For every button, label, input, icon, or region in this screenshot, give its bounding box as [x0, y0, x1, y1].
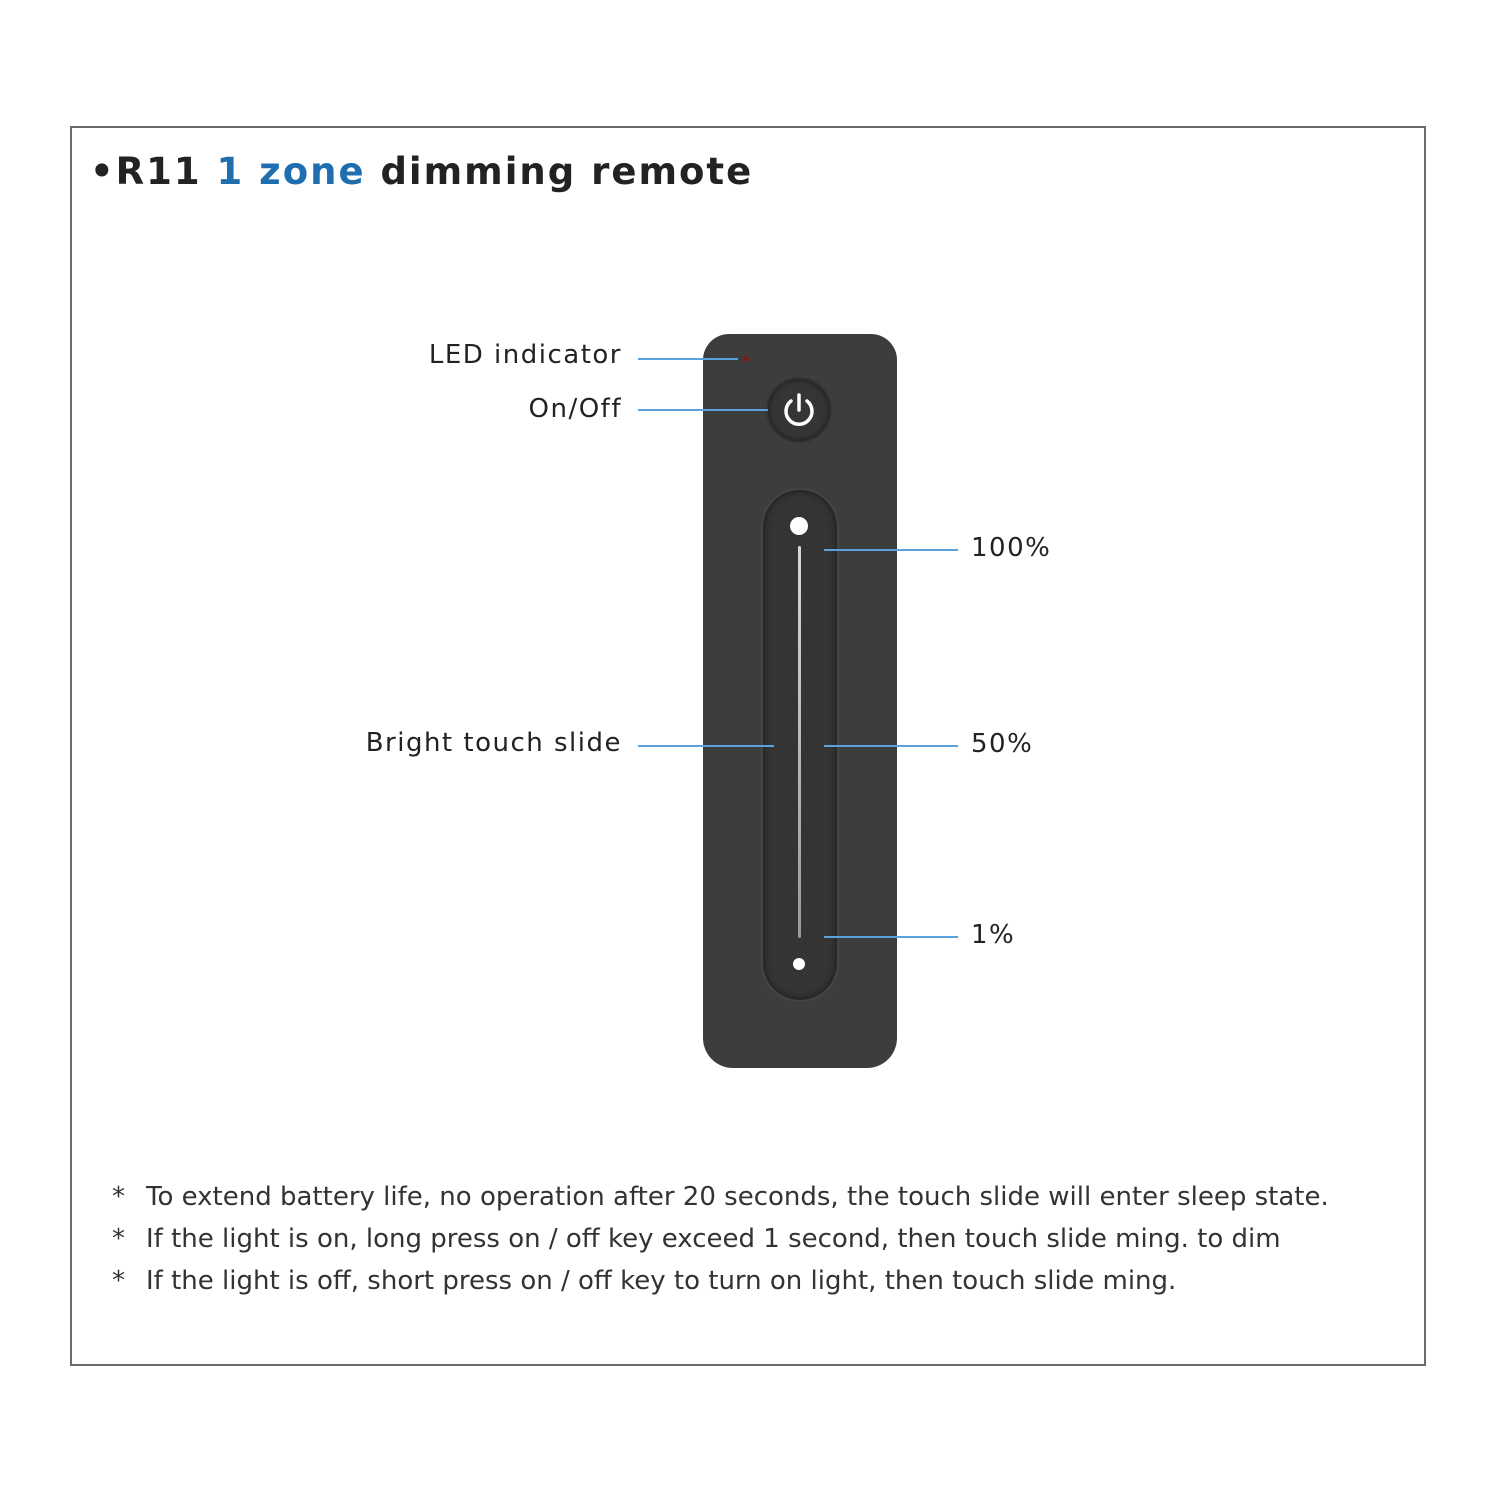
title-model: R11 — [115, 150, 202, 193]
leader-line-on-off — [638, 409, 768, 411]
on-off-button[interactable] — [768, 379, 830, 441]
slide-top-dot — [790, 517, 808, 535]
title-zone: 1 zone — [216, 150, 366, 193]
power-icon — [768, 379, 830, 441]
leader-line-led — [638, 358, 738, 360]
page-title — [90, 150, 753, 193]
title-rest: dimming remote — [380, 150, 754, 193]
label-level-1: 1% — [971, 920, 1016, 950]
label-level-50: 50% — [971, 729, 1034, 759]
note-item — [112, 1176, 1329, 1218]
label-level-100: 100% — [971, 533, 1052, 563]
note-marker: * — [112, 1182, 125, 1212]
leader-line-touch-slide — [638, 745, 774, 747]
note-text: If the light is on, long press on / off key exceed 1 second, then touch slide ming. to dim — [146, 1224, 1281, 1254]
note-marker: * — [112, 1224, 125, 1254]
label-on-off: On/Off — [528, 394, 622, 424]
led-indicator-light — [743, 356, 749, 362]
note-text: To extend battery life, no operation after 20 seconds, the touch slide will enter sleep state. — [146, 1182, 1329, 1212]
slide-bottom-dot — [793, 958, 805, 970]
note-marker: * — [112, 1266, 125, 1296]
note-item — [112, 1260, 1329, 1302]
leader-line-50 — [824, 745, 958, 747]
note-item — [112, 1218, 1329, 1260]
slide-track — [798, 546, 801, 938]
usage-notes — [112, 1176, 1329, 1302]
note-text: If the light is off, short press on / off key to turn on light, then touch slide ming. — [146, 1266, 1177, 1296]
label-bright-touch-slide: Bright touch slide — [365, 728, 622, 758]
leader-line-1 — [824, 936, 958, 938]
title-bullet: • — [90, 150, 116, 193]
label-led-indicator: LED indicator — [428, 340, 622, 370]
leader-line-100 — [824, 549, 958, 551]
